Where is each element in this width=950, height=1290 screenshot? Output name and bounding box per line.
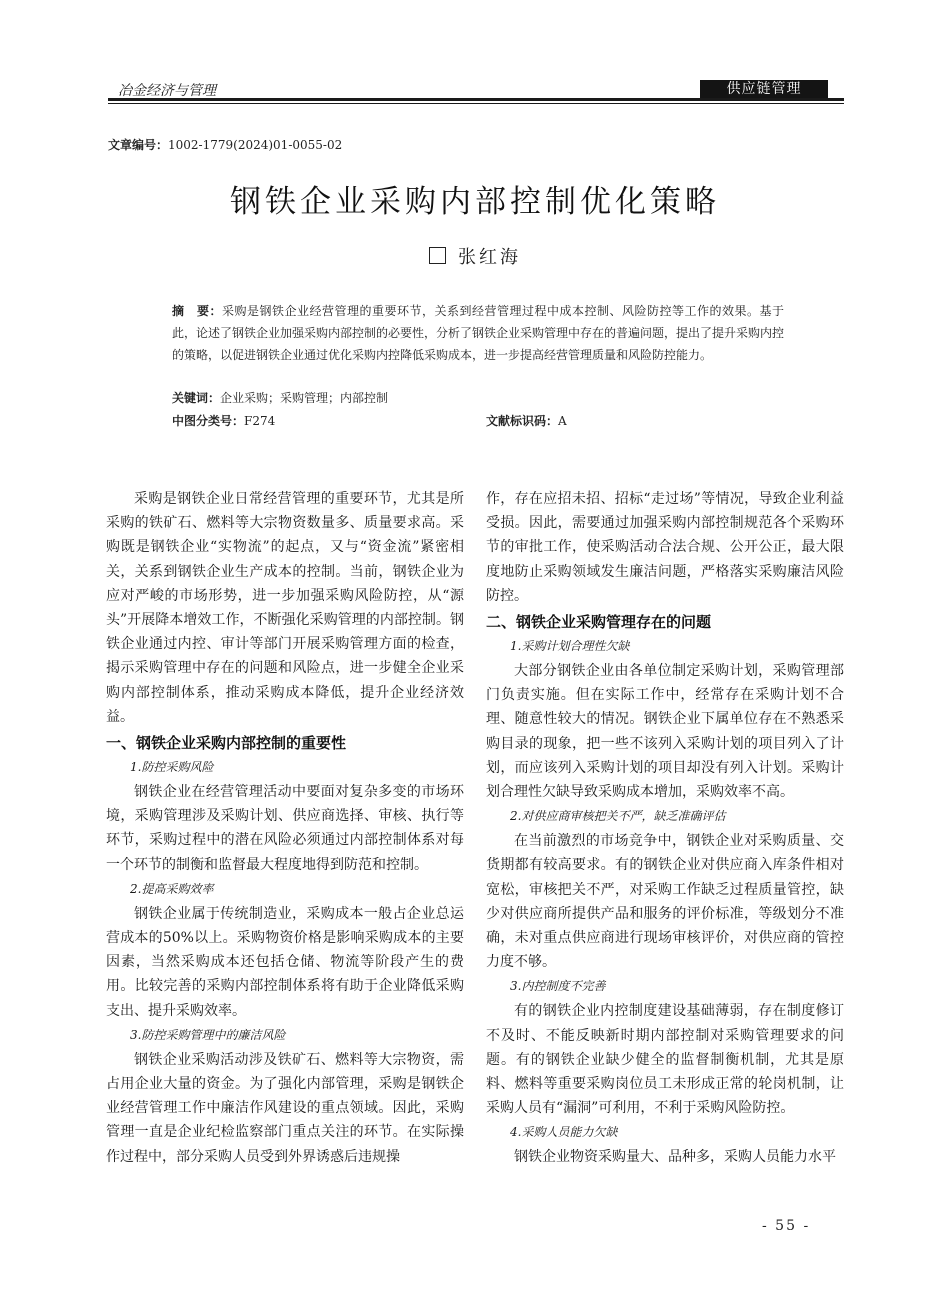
article-number [108,136,342,153]
right-column [486,487,844,1170]
subsection-2-4-heading: 4.采购人员能力欠缺 [510,1125,618,1140]
abstract-label: 摘 要： [172,304,222,318]
subsection-2-2-heading: 2.对供应商审核把关不严，缺乏准确评估 [510,809,726,824]
section-2-heading: 二、钢铁企业采购管理存在的问题 [486,613,712,632]
abstract [172,300,784,366]
document-code [486,412,567,429]
subsection-2-2-text: 在当前激烈的市场竞争中，钢铁企业对采购质量、交货期都有较高要求。有的钢铁企业对供应商入库条件相对宽松，审核把关不严，对采购工作缺乏过程质量管控，缺少对供应商所提供产品和服务的评价标准，等级划分不准确，未对重点供应商进行现场审核评价，对供应商的管控力度不够。 [486,833,844,971]
page-number: - 55 - [762,1218,811,1234]
section-label: 供应链管理 [700,80,828,99]
left-column [106,487,464,1169]
subsection-2-1-heading: 1.采购计划合理性欠缺 [510,639,630,654]
subsection-2-3-heading: 3.内控制度不完善 [510,979,606,994]
article-number-label: 文章编号： [108,138,169,152]
subsection-1-1-text: 钢铁企业在经营管理活动中要面对复杂多变的市场环境，采购管理涉及采购计划、供应商选择、审核、执行等环节，采购过程中的潜在风险必须通过内部控制体系对每一个环节的制衡和监督最大程度地得到防范和控制。 [106,784,464,873]
header-rule-thick [108,98,844,101]
author-box-icon [429,247,446,264]
classification-value: F274 [244,414,276,428]
classification-label: 中图分类号： [172,414,245,428]
subsection-1-1-heading: 1.防控采购风险 [130,760,214,775]
subsection-2-4-text: 钢铁企业物资采购量大、品种多，采购人员能力水平 [514,1149,836,1166]
author-name: 张红海 [458,247,521,268]
document-code-value: A [558,414,567,428]
header-rule-thin [108,103,844,104]
subsection-1-3-text: 钢铁企业采购活动涉及铁矿石、燃料等大宗物资，需占用企业大量的资金。为了强化内部管理，采购是钢铁企业经营管理工作中廉洁作风建设的重点领域。因此，采购管理一直是企业纪检监察部门重点关注的环节。在实际操作过程中，部分采购人员受到外界诱惑后违规操 [106,1051,464,1165]
keywords-label: 关键词： [172,391,221,405]
journal-name: 冶金经济与管理 [118,83,216,99]
document-code-label: 文献标识码： [486,414,559,428]
intro-paragraph: 采购是钢铁企业日常经营管理的重要环节，尤其是所采购的铁矿石、燃料等大宗物资数量多、质量要求高。采购既是钢铁企业“实物流”的起点，又与“资金流”紧密相关，关系到钢铁企业生产成本的控制。当前，钢铁企业为应对严峻的市场形势，进一步加强采购风险防控，从“源头”开展降本增效工作，不断强化采购管理的内部控制。钢铁企业通过内控、审计等部门开展采购管理方面的检查，揭示采购管理中存在的问题和风险点，进一步健全企业采购内部控制体系，推动采购成本降低，提升企业经济效益。 [106,491,464,725]
keywords [172,389,388,406]
section-1-heading: 一、钢铁企业采购内部控制的重要性 [106,734,347,753]
subsection-1-3-heading: 3.防控采购管理中的廉洁风险 [130,1027,286,1042]
author-line [0,243,950,269]
subsection-1-2-text: 钢铁企业属于传统制造业，采购成本一般占企业总运营成本的50%以上。采购物资价格是影响采购成本的主要因素，当然采购成本还包括仓储、物流等阶段产生的费用。比较完善的采购内部控制体系将有助于企业降低采购支出、提升采购效率。 [106,905,464,1019]
subsection-1-2-heading: 2.提高采购效率 [130,881,214,896]
paper-title: 钢铁企业采购内部控制优化策略 [230,184,720,220]
article-number-value: 1002-1779(2024)01-0055-02 [168,138,343,152]
subsection-2-3-text: 有的钢铁企业内控制度建设基础薄弱，存在制度修订不及时、不能反映新时期内部控制对采购管理要求的问题。有的钢铁企业缺少健全的监督制衡机制，尤其是原料、燃料等重要采购岗位员工未形成正常的轮岗机制，让采购人员有“漏洞”可利用，不利于采购风险防控。 [486,1003,844,1117]
abstract-text: 采购是钢铁企业经营管理的重要环节，关系到经营管理过程中成本控制、风险防控等工作的效果。基于此，论述了钢铁企业加强采购内部控制的必要性，分析了钢铁企业采购管理中存在的普遍问题，提出了提升采购内控的策略，以促进钢铁企业通过优化采购内控降低采购成本，进一步提高经营管理质量和风险防控能力。 [172,304,785,362]
continuation-paragraph: 作，存在应招未招、招标“走过场”等情况，导致企业利益受损。因此，需要通过加强采购内部控制规范各个采购环节的审批工作，使采购活动合法合规、公开公正，最大限度地防止采购领域发生廉洁问题，严格落实采购廉洁风险防控。 [486,491,844,604]
keywords-value: 企业采购；采购管理；内部控制 [220,391,389,405]
subsection-2-1-text: 大部分钢铁企业由各单位制定采购计划，采购管理部门负责实施。但在实际工作中，经常存在采购计划不合理、随意性较大的情况。钢铁企业下属单位存在不熟悉采购目录的现象，把一些不该列入采购计划的项目列入了计划，而应该列入采购计划的项目却没有列入计划。采购计划合理性欠缺导致采购成本增加，采购效率不高。 [486,663,844,801]
classification [172,412,275,429]
